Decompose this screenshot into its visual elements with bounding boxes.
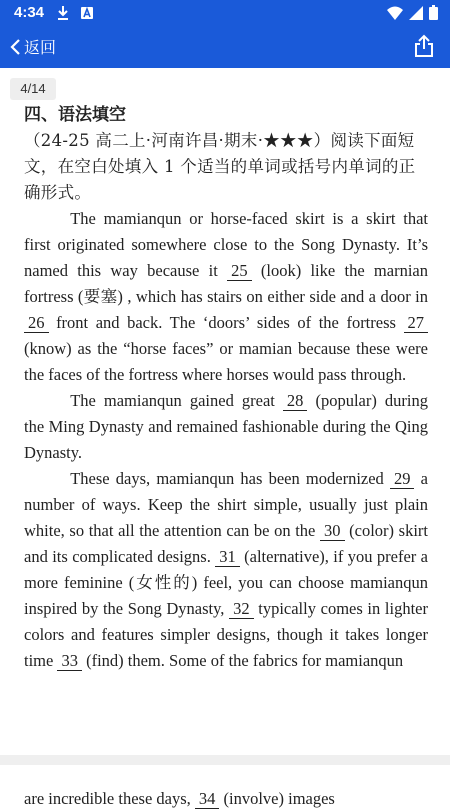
blank-27: 27 [404,313,429,333]
blank-28: 28 [283,391,308,411]
app-a-icon [80,5,94,21]
passage-text: typically comes in lighter colors and features simpler designs, though it takes longer time [24,599,428,670]
passage-text: (know) as the “horse faces” or mamian because these were the faces of the fortress where horses would pass through. [24,339,428,384]
passage-text: (popular) during the Ming Dynasty and remained fashionable during the Qing Dynasty. [24,391,428,462]
passage-paragraph-1 [24,206,428,388]
passage-text: a number of ways. Keep the shirt simple, usually just plain white, so that all the attention can be on the [24,469,428,540]
passage-text: The mamianqun gained great [70,391,283,410]
top-nav-bar [0,26,450,68]
passage-text: (find) them. Some of the fabrics for mamianqun [81,651,404,670]
back-label: 返回 [24,40,57,57]
blank-34: 34 [195,789,220,809]
download-icon [56,5,70,21]
passage-text: These days, mamianqun has been modernized [70,469,390,488]
chevron-left-icon [8,37,22,57]
blank-30: 30 [320,521,345,541]
blank-31: 31 [215,547,240,567]
blank-33: 33 [57,651,82,671]
passage-text: are incredible these days, [24,789,195,808]
blank-32: 32 [229,599,254,619]
battery-icon [429,5,438,20]
blank-29: 29 [390,469,415,489]
status-left-icons [56,5,94,21]
blank-25: 25 [227,261,252,281]
passage-text: front and back. The ‘doors’ sides of the fortress [48,313,404,332]
section-instructions: （24-25 高二上·河南许昌·期末·★★★）阅读下面短文，在空白处填入 1 个适当的单词或括号内单词的正确形式。 [24,131,416,202]
status-time: 4:34 [14,4,45,21]
share-icon [414,34,434,58]
passage-text: (look) like the marnian fortress (要塞) , which has stairs on either side and a door in [24,261,428,306]
passage-text: (alternative), if you prefer a more feminine (女性的) feel, you can choose mamianqun inspired by the Song Dynasty, [24,547,428,618]
page-divider [0,755,450,765]
signal-icon [409,6,423,20]
back-button[interactable] [8,35,56,58]
status-right-icons [387,5,438,20]
passage-text: (involve) images [219,789,335,808]
document-content [24,102,428,674]
passage-paragraph-3 [24,466,428,674]
share-button[interactable] [414,34,434,63]
wifi-icon [387,6,403,20]
passage-paragraph-2 [24,388,428,466]
page-indicator: 4/14 [10,78,56,100]
passage-text: (color) skirt and its complicated designs. [24,521,428,566]
next-page-text [24,786,428,812]
passage-text: The mamianqun or horse-faced skirt is a skirt that first originated somewhere close to the Song Dynasty. It’s named this way because it [24,209,428,280]
status-bar [0,0,450,26]
blank-26: 26 [24,313,49,333]
section-heading: 四、语法填空 [24,105,126,125]
